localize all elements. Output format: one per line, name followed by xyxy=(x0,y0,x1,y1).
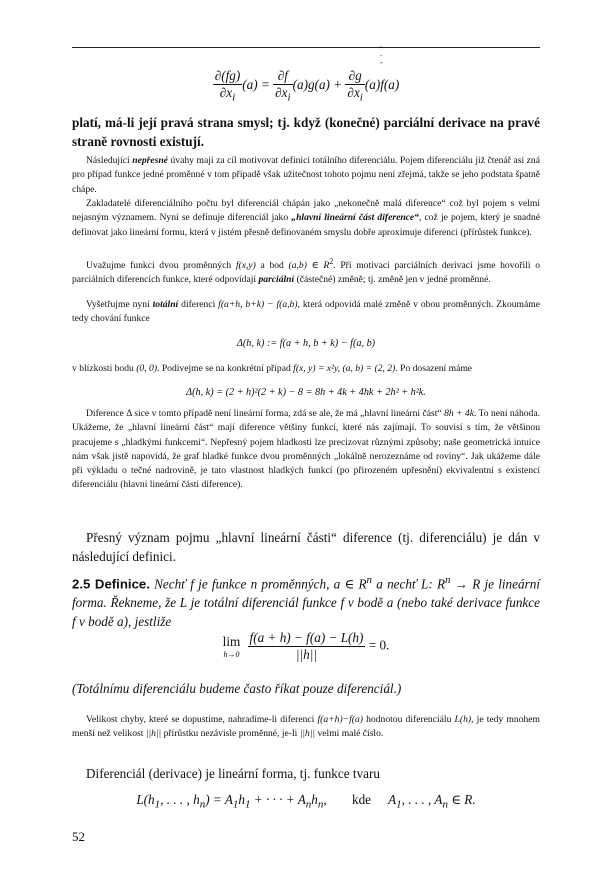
fraction: $\frac{\partial g}{\partial x_i}$ xyxy=(347,68,363,104)
limit-equation: lim h→0 $\frac{f(a + h) - f(a) - L(h)}{||h||}$ = 0. xyxy=(222,630,390,662)
paragraph-consider: Uvažujme funkci dvou proměnných f(x,y) a bod (a,b) ∈ $R^2$. Při motivaci parciálních derivací jsme hovořili o parciálních diferencích funkce, které odpovídají parciální (částečné) změně; tj. změně jen v jedné proměnné. xyxy=(72,257,540,286)
fraction: $\frac{\partial f}{\partial x_i}$ xyxy=(275,68,291,104)
paragraph-near: v blízkosti bodu (0, 0). Podívejme se na konkrétní případ f(x, y) = x²y, (a, b) = (2, 2). Po dosazení máme xyxy=(72,363,473,374)
page-number: 52 xyxy=(72,829,85,844)
paragraph-founders: Zakladatelé diferenciálního počtu byl diferenciál chápán jako „nekonečně malá diference“ což byl pojem s velmi nejasným významem. Nyní se definuje diferenciál jako „hlavní lineární část diference“, což je pojem, který je snadné definovat jako lineární formu, která v jistém přesně definovaném smyslu dobře aproximuje diferenci (přírůstek funkce). xyxy=(72,198,541,238)
paragraph-form: Diferenciál (derivace) je lineární forma, tj. funkce tvaru xyxy=(86,766,381,781)
paragraph-motivation: Následující nepřesné úvahy mají za cíl motivovat definici totálního diferenciálu. Pojem diferenciálu již čtenář asi zná pro případ funkce jedné proměnné v tom případě však užitečnost tohoto pojmu není zřejmá, takže se jeho podstata špatně chápe. xyxy=(72,155,540,195)
linear-form-equation: $L(h_1$, . . . , $h_n) = A_1h_1$ + · · · + $A_nh_n$, kde $A_1$, . . . , $A_n$ ∈ R. xyxy=(136,792,476,811)
paragraph-note: (Totálnímu diferenciálu budeme často říkat pouze diferenciál.) xyxy=(72,681,402,696)
fraction: $\frac{f(a + h) - f(a) - L(h)}{||h||}$ xyxy=(249,630,364,662)
header-marks: . . - xyxy=(380,40,463,67)
paragraph-difference: Diference Δ sice v tomto případě není lineární forma, zdá se ale, že má „hlavní lineární část“ 8h + 4k. To není náhoda. Ukážeme, že „hlavní lineární část“ mají diference většiny funkcí, které nás zajímají. To souvisí s tím, že většinou pracujeme s „hladkými funkcemi“. Nepřesný pojem hladkosti lze precizovat různými způsoby; naše geometrická intuice nám však jistě napovídá, že graf hladké funkce dvou proměnných „lokálně nerozeznáme od roviny“. Jak ukážeme dále při výkladu o tečné nadrovině, je tato vlastnost hladkých funkcí (po přirozeném upřesnění) ekvivalentní s existencí diferenciálu (hlavní lineární části diference). xyxy=(72,408,541,491)
definition-block: 2.5 Definice. Nechť f je funkce n proměnných, a ∈ $R^n$ a nechť L: $R^n \to R$ je lineární forma. Řekneme, že L je totální diferenciál funkce f v bodě a (nebo také derivace funkce f v bodě a), jestliže xyxy=(72,574,540,630)
delta-expansion-equation: Δ(h, k) = (2 + h)²(2 + k) − 8 = 8h + 4k + 4hk + 2h² + h²k. xyxy=(186,387,426,398)
paragraph-precise: Přesný význam pojmu „hlavní lineární části“ diference (tj. diferenciálu) je dán v následující definici. xyxy=(72,530,540,564)
paragraph-total: Vyšetřujme nyní totální diferenci f(a+h, b+k) − f(a,b), která odpovídá malé změně v obou proměnných. Zkoumáme tedy chování funkce xyxy=(72,299,540,325)
fraction: $\frac{\partial(fg)}{\partial x_i}$ xyxy=(214,68,241,104)
definition-heading: 2.5 Definice. xyxy=(72,576,150,592)
paragraph-error: Velikost chyby, které se dopustíme, nahradíme-li diferenci f(a+h)−f(a) hodnotou diferenciálu L(h), je tedy mnohem menší než velikost ||h|| přírůstku nezávisle proměnné, je-li ||h|| velmi malé číslo. xyxy=(72,714,541,740)
product-rule-equation: $\frac{\partial(fg)}{\partial x_i}$ (a) = $\frac{\partial f}{\partial x_i}$ (a)g(a) + $\frac{\partial g}{\partial x_i}$ (a)f(a) xyxy=(214,68,400,104)
paragraph-validity: platí, má-li její pravá strana smysl; tj. když (konečné) parciální derivace na pravé straně rovnosti existují. xyxy=(72,115,540,149)
delta-definition-equation: Δ(h, k) := f(a + h, b + k) − f(a, b) xyxy=(236,338,376,349)
